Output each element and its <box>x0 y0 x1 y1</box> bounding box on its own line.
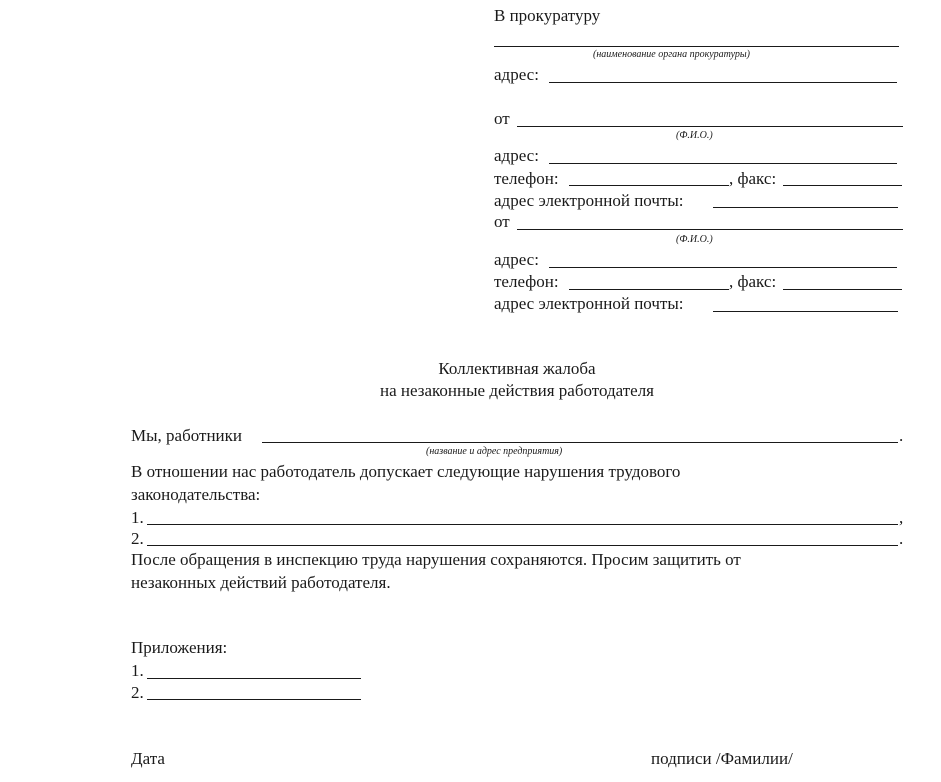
sender1-fax-label: , факс: <box>729 169 777 188</box>
prosecutor-name-line <box>494 46 899 47</box>
sender1-phone-line <box>569 185 729 186</box>
sender2-fio-line <box>517 229 903 230</box>
sender1-fio-caption: (Ф.И.О.) <box>676 130 713 141</box>
violation-item-2-end: . <box>899 529 904 548</box>
violations-text-line-2: законодательства: <box>131 485 261 504</box>
after-appeal-text-line-2: незаконных действий работодателя. <box>131 573 391 592</box>
sender2-address-line <box>549 267 897 268</box>
attachments-heading: Приложения: <box>131 638 228 657</box>
attachment-item-2-number: 2. <box>131 683 144 702</box>
sender1-email-label: адрес электронной почты: <box>494 191 684 210</box>
sender1-from-label: от <box>494 109 510 128</box>
enterprise-caption: (название и адрес предприятия) <box>426 446 563 457</box>
sender2-email-line <box>713 311 898 312</box>
prosecutor-address-label: адрес: <box>494 65 539 84</box>
attachment-item-1-line <box>147 678 361 679</box>
sender2-fio-caption: (Ф.И.О.) <box>676 234 713 245</box>
violation-item-1-number: 1. <box>131 508 144 527</box>
date-label: Дата <box>131 749 165 768</box>
sender2-address-label: адрес: <box>494 250 539 269</box>
signatures-label: подписи /Фамилии/ <box>651 749 793 768</box>
violations-text-line-1: В отношении нас работодатель допускает следующие нарушения трудового <box>131 462 681 481</box>
violation-item-2-number: 2. <box>131 529 144 548</box>
sender1-fio-line <box>517 126 903 127</box>
prosecutor-name-caption: (наименование органа прокуратуры) <box>593 49 750 60</box>
prosecutor-address-line <box>549 82 897 83</box>
sender1-address-label: адрес: <box>494 146 539 165</box>
enterprise-line <box>262 442 898 443</box>
after-appeal-text-line-1: После обращения в инспекцию труда нарушения сохраняются. Просим защитить от <box>131 550 741 569</box>
sender2-from-label: от <box>494 212 510 231</box>
addressee-label: В прокуратуру <box>494 6 601 25</box>
violation-item-2-line <box>147 545 898 546</box>
attachment-item-1-number: 1. <box>131 661 144 680</box>
sender2-email-label: адрес электронной почты: <box>494 294 684 313</box>
sender1-email-line <box>713 207 898 208</box>
we-workers-label: Мы, работники <box>131 426 242 445</box>
sender2-phone-line <box>569 289 729 290</box>
sender1-phone-label: телефон: <box>494 169 559 188</box>
violation-item-1-line <box>147 524 898 525</box>
sender2-phone-label: телефон: <box>494 272 559 291</box>
sender2-fax-label: , факс: <box>729 272 777 291</box>
violation-item-1-end: , <box>899 508 904 527</box>
sender1-address-line <box>549 163 897 164</box>
enterprise-period: . <box>899 426 904 445</box>
sender2-fax-line <box>783 289 902 290</box>
sender1-fax-line <box>783 185 902 186</box>
title-line-1: Коллективная жалоба <box>438 359 596 378</box>
attachment-item-2-line <box>147 699 361 700</box>
title-line-2: на незаконные действия работодателя <box>380 381 654 400</box>
